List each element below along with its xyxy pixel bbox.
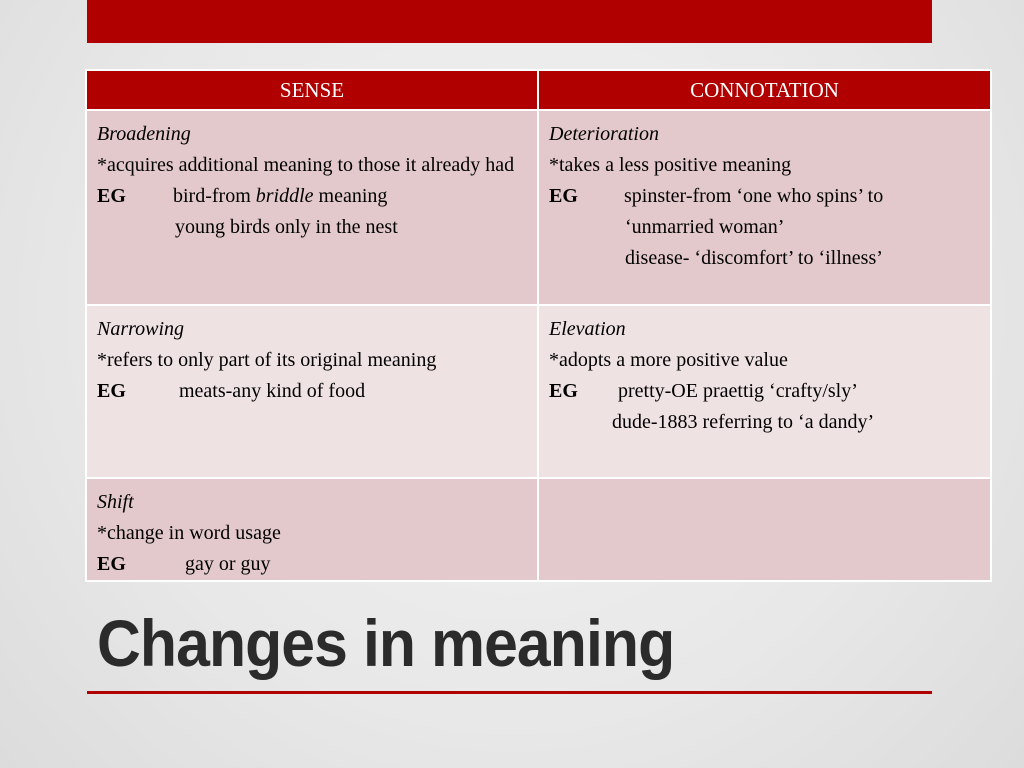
example-text: spinster-from ‘one who spins’ to [624, 185, 884, 207]
title-underline [87, 691, 932, 694]
cell-narrowing [86, 305, 538, 478]
example-text-end: meaning [313, 185, 388, 207]
example-continuation: ‘unmarried woman’ [625, 216, 785, 238]
definition-text: *acquires additional meaning to those it already had [97, 154, 515, 176]
eg-label: EG [549, 380, 578, 402]
eg-label: EG [97, 185, 126, 207]
term-label: Deterioration [549, 123, 659, 145]
sense-connotation-table [85, 69, 992, 582]
example-text-start: bird-from [173, 185, 256, 207]
cell-elevation [538, 305, 991, 478]
term-label: Shift [97, 491, 134, 513]
eg-label: EG [97, 553, 126, 575]
eg-label: EG [97, 380, 126, 402]
example-line [97, 181, 527, 212]
definition-text: *change in word usage [97, 522, 281, 544]
cell-shift [86, 478, 538, 581]
table-row [86, 478, 991, 581]
example-line [549, 181, 980, 212]
example-italic-word: briddle [255, 185, 314, 207]
definition-text: *refers to only part of its original meaning [97, 349, 437, 371]
example-line [97, 376, 527, 407]
table-row [86, 110, 991, 305]
example-text: pretty-OE praettig ‘crafty/sly’ [618, 380, 858, 402]
table-header-row [86, 70, 991, 110]
header-connotation: CONNOTATION [538, 70, 991, 110]
eg-label: EG [549, 185, 578, 207]
term-label: Elevation [549, 318, 626, 340]
header-sense: SENSE [86, 70, 538, 110]
term-label: Broadening [97, 123, 191, 145]
example-text: meats-any kind of food [179, 380, 366, 402]
definition-text: *adopts a more positive value [549, 349, 788, 371]
term-label: Narrowing [97, 318, 185, 340]
slide-title: Changes in meaning [97, 606, 675, 680]
top-accent-bar [87, 0, 932, 43]
cell-deterioration [538, 110, 991, 305]
example-text: gay or guy [185, 553, 271, 575]
example-line [97, 549, 527, 580]
example-continuation: dude-1883 referring to ‘a dandy’ [612, 411, 875, 433]
cell-empty [538, 478, 991, 581]
example-line-2: disease- ‘discomfort’ to ‘illness’ [625, 247, 883, 269]
definition-text: *takes a less positive meaning [549, 154, 792, 176]
table-row [86, 305, 991, 478]
example-continuation: young birds only in the nest [175, 216, 398, 238]
cell-broadening [86, 110, 538, 305]
example-line [549, 376, 980, 407]
